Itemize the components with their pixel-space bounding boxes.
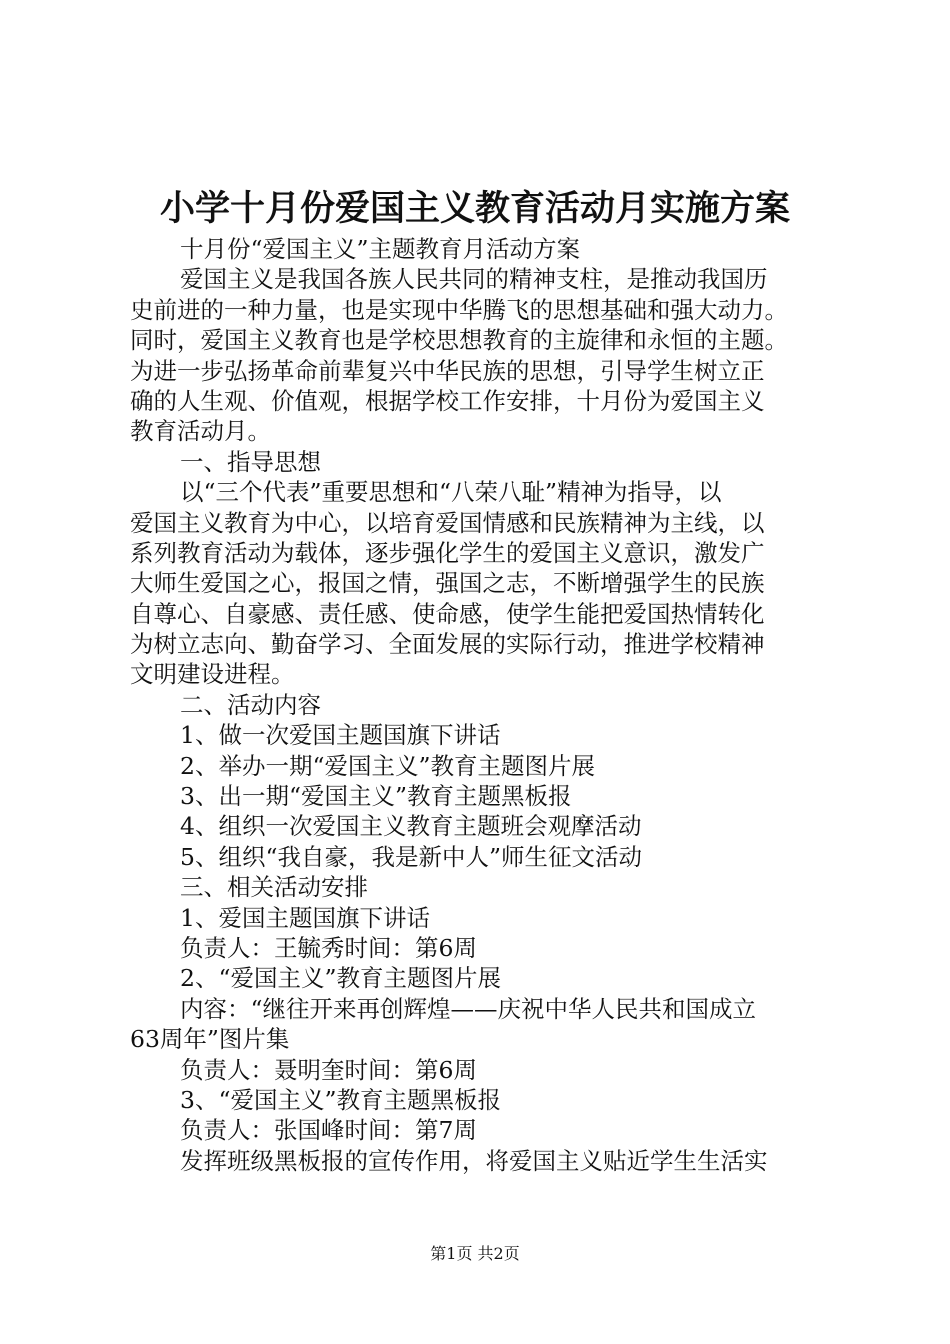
text-line: 爱国主义教育为中心，以培育爱国情感和民族精神为主线，以 [130,508,765,537]
text-line: 一、指导思想 [180,447,321,476]
text-line: 5、组织“我自豪，我是新中人”师生征文活动 [180,842,642,871]
text-line: 爱国主义是我国各族人民共同的精神支柱，是推动我国历 [180,265,768,294]
text-line: 内容：“继往开来再创辉煌——庆祝中华人民共和国成立 [180,994,757,1023]
text-line: 自尊心、自豪感、责任感、使命感，使学生能把爱国热情转化 [130,599,765,628]
text-line: 2、“爱国主义”教育主题图片展 [180,964,501,993]
text-line: 1、爱国主题国旗下讲话 [180,903,430,932]
text-line: 同时，爱国主义教育也是学校思想教育的主旋律和永恒的主题。 [130,326,788,355]
text-line: 2、举办一期“爱国主义”教育主题图片展 [180,751,595,780]
text-line: 以“三个代表”重要思想和“八荣八耻”精神为指导，以 [180,478,722,507]
text-line: 为进一步弘扬革命前辈复兴中华民族的思想，引导学生树立正 [130,356,765,385]
text-line: 二、活动内容 [180,690,321,719]
text-line: 三、相关活动安排 [180,873,368,902]
text-line: 大师生爱国之心，报国之情，强国之志，不断增强学生的民族 [130,569,765,598]
text-line: 负责人：张国峰时间：第7周 [180,1116,477,1145]
text-line: 3、“爱国主义”教育主题黑板报 [180,1085,501,1114]
text-line: 1、做一次爱国主题国旗下讲话 [180,721,501,750]
text-line: 为树立志向、勤奋学习、全面发展的实际行动，推进学校精神 [130,630,765,659]
text-line: 教育活动月。 [130,417,271,446]
text-line: 3、出一期“爱国主义”教育主题黑板报 [180,782,572,811]
text-line: 63周年”图片集 [130,1025,290,1054]
text-line: 史前进的一种力量，也是实现中华腾飞的思想基础和强大动力。 [130,295,788,324]
text-line: 发挥班级黑板报的宣传作用，将爱国主义贴近学生生活实 [180,1146,768,1175]
page-footer: 第1页 共2页 [430,1244,520,1263]
text-line: 负责人：聂明奎时间：第6周 [180,1055,477,1084]
document-title: 小学十月份爱国主义教育活动月实施方案 [159,188,790,229]
text-line: 十月份“爱国主义”主题教育月活动方案 [180,235,581,263]
text-line: 4、组织一次爱国主义教育主题班会观摩活动 [180,812,642,841]
text-line: 负责人：王毓秀时间：第6周 [180,933,477,962]
text-line: 文明建设进程。 [130,660,295,689]
text-line: 系列教育活动为载体，逐步强化学生的爱国主义意识，激发广 [130,538,765,567]
document-body [130,234,840,1176]
text-line: 确的人生观、价值观，根据学校工作安排，十月份为爱国主义 [130,386,765,415]
